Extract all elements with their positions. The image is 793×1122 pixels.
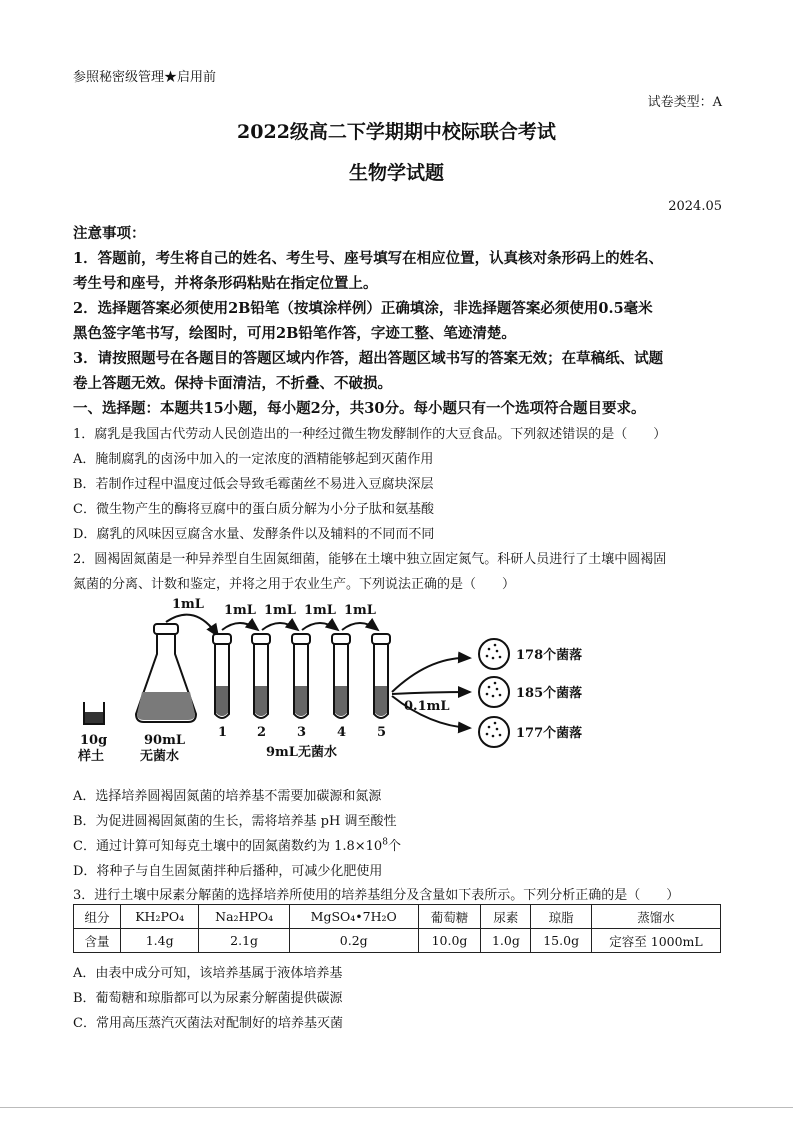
table-cell: 组分 bbox=[74, 905, 121, 929]
dilution-diagram bbox=[70, 596, 730, 774]
colony-count: 177个菌落 bbox=[516, 726, 583, 741]
tube-number: 1 bbox=[218, 725, 228, 740]
table-cell: MgSO₄•7H₂O bbox=[289, 905, 418, 929]
water-amount: 90mL bbox=[144, 733, 185, 748]
q1-option-c: C．微生物产生的酶将豆腐中的蛋白质分解为小分子肽和氨基酸 bbox=[73, 502, 434, 517]
notes-line: 黑色签字笔书写，绘图时，可用2B铅笔作答，字迹工整、笔迹清楚。 bbox=[73, 325, 516, 342]
notes-line: 考生号和座号，并将条形码粘贴在指定位置上。 bbox=[73, 275, 378, 292]
paper-type: 试卷类型：A bbox=[647, 95, 722, 110]
petri-dish-3 bbox=[479, 717, 509, 747]
table-cell: Na₂HPO₄ bbox=[199, 905, 290, 929]
table-cell: 定容至 1000mL bbox=[592, 929, 721, 953]
soil-label: 样土 bbox=[78, 749, 105, 764]
confidential-label: 参照秘密级管理★启用前 bbox=[73, 70, 217, 85]
plating-volume: 0.1mL bbox=[404, 699, 450, 714]
transfer-label: 1mL bbox=[344, 603, 376, 618]
table-cell: 含量 bbox=[74, 929, 121, 953]
petri-dish-2 bbox=[479, 677, 509, 707]
transfer-arrow bbox=[262, 623, 298, 630]
q3-option-b: B．葡萄糖和琼脂都可以为尿素分解菌提供碳源 bbox=[73, 991, 343, 1006]
exam-title: 2022级高二下学期期中校际联合考试 bbox=[237, 121, 556, 143]
q2-option-c-text: C．通过计算可知每克土壤中的固氮菌数约为 1.8×10 bbox=[73, 839, 383, 854]
colony-count: 185个菌落 bbox=[516, 686, 583, 701]
q2-stem-cont: 氮菌的分离、计数和鉴定，并将之用于农业生产。下列说法正确的是（ ） bbox=[73, 577, 516, 592]
table-header-row bbox=[74, 905, 721, 929]
notes-heading: 注意事项： bbox=[73, 225, 146, 242]
q2-option-c-exponent: 8 bbox=[382, 837, 388, 848]
notes-line: 卷上答题无效。保持卡面清洁，不折叠、不破损。 bbox=[73, 375, 392, 392]
colony-count: 178个菌落 bbox=[516, 648, 583, 663]
q1-option-a: A．腌制腐乳的卤汤中加入的一定浓度的酒精能够起到灭菌作用 bbox=[73, 452, 434, 467]
tube-number: 2 bbox=[257, 725, 267, 740]
soil-amount: 10g bbox=[80, 733, 108, 748]
notes-line: 2．选择题答案必须使用2B铅笔（按填涂样例）正确填涂，非选择题答案必须使用0.5毫米 bbox=[73, 300, 653, 317]
transfer-label: 1mL bbox=[172, 597, 204, 612]
table-cell: 1.0g bbox=[481, 929, 531, 953]
table-cell: 尿素 bbox=[481, 905, 531, 929]
test-tube-1 bbox=[213, 634, 231, 718]
plating-arrow bbox=[392, 658, 470, 692]
q3-stem: 3．进行土壤中尿素分解菌的选择培养所使用的培养基组分及含量如下表所示。下列分析正确的是（ ） bbox=[73, 888, 680, 903]
q2-option-b: B．为促进圆褐固氮菌的生长，需将培养基 pH 调至酸性 bbox=[73, 814, 397, 829]
q1-stem: 1．腐乳是我国古代劳动人民创造出的一种经过微生物发酵制作的大豆食品。下列叙述错误的是（ ） bbox=[73, 427, 667, 442]
table-cell: 0.2g bbox=[289, 929, 418, 953]
tube-number: 4 bbox=[337, 725, 347, 740]
table-cell: 琼脂 bbox=[531, 905, 592, 929]
transfer-label: 1mL bbox=[224, 603, 256, 618]
page-bottom-rule bbox=[0, 1107, 793, 1108]
petri-dish-1 bbox=[479, 639, 509, 669]
transfer-arrow bbox=[222, 623, 258, 630]
test-tube-2 bbox=[252, 634, 270, 718]
q3-option-c: C．常用高压蒸汽灭菌法对配制好的培养基灭菌 bbox=[73, 1016, 343, 1031]
notes-line: 1．答题前，考生将自己的姓名、考生号、座号填写在相应位置，认真核对条形码上的姓名、 bbox=[73, 250, 664, 267]
table-row bbox=[74, 929, 721, 953]
tubes-label: 9mL无菌水 bbox=[266, 745, 337, 760]
test-tube-4 bbox=[332, 634, 350, 718]
table-cell: 1.4g bbox=[121, 929, 199, 953]
test-tube-3 bbox=[292, 634, 310, 718]
table-cell: 2.1g bbox=[199, 929, 290, 953]
q2-option-c-unit: 个 bbox=[387, 839, 401, 854]
q3-option-a: A．由表中成分可知，该培养基属于液体培养基 bbox=[73, 966, 343, 981]
conical-flask bbox=[136, 624, 196, 722]
table-cell: 10.0g bbox=[418, 929, 481, 953]
test-tube-5 bbox=[372, 634, 390, 718]
q1-option-d: D．腐乳的风味因豆腐含水量、发酵条件以及辅料的不同而不同 bbox=[73, 527, 435, 542]
q2-option-d: D．将种子与自生固氮菌拌种后播种，可减少化肥使用 bbox=[73, 864, 383, 879]
transfer-label: 1mL bbox=[304, 603, 336, 618]
notes-line: 3．请按照题号在各题目的答题区域内作答，超出答题区域书写的答案无效；在草稿纸、试题 bbox=[73, 350, 664, 367]
q1-option-b: B．若制作过程中温度过低会导致毛霉菌丝不易进入豆腐块深层 bbox=[73, 477, 434, 492]
q2-option-c bbox=[73, 835, 401, 854]
soil-beaker bbox=[84, 702, 104, 724]
transfer-label: 1mL bbox=[264, 603, 296, 618]
section-heading: 一、选择题：本题共15小题，每小题2分，共30分。每小题只有一个选项符合题目要求。 bbox=[73, 400, 646, 417]
tube-number: 3 bbox=[297, 725, 307, 740]
table-cell: 葡萄糖 bbox=[418, 905, 481, 929]
transfer-arrow bbox=[342, 623, 378, 630]
tube-number: 5 bbox=[377, 725, 387, 740]
transfer-arrow bbox=[302, 623, 338, 630]
water-label: 无菌水 bbox=[140, 749, 180, 764]
plating-arrow bbox=[392, 692, 470, 694]
q2-option-a: A．选择培养圆褐固氮菌的培养基不需要加碳源和氮源 bbox=[73, 789, 382, 804]
q2-stem: 2．圆褐固氮菌是一种异养型自生固氮细菌，能够在土壤中独立固定氮气。科研人员进行了土壤中圆褐固 bbox=[73, 552, 667, 567]
medium-table bbox=[73, 904, 721, 953]
table-cell: KH₂PO₄ bbox=[121, 905, 199, 929]
table-cell: 蒸馏水 bbox=[592, 905, 721, 929]
exam-date: 2024.05 bbox=[668, 199, 722, 214]
exam-subtitle: 生物学试题 bbox=[348, 162, 444, 184]
table-cell: 15.0g bbox=[531, 929, 592, 953]
dilution-svg bbox=[70, 596, 730, 774]
